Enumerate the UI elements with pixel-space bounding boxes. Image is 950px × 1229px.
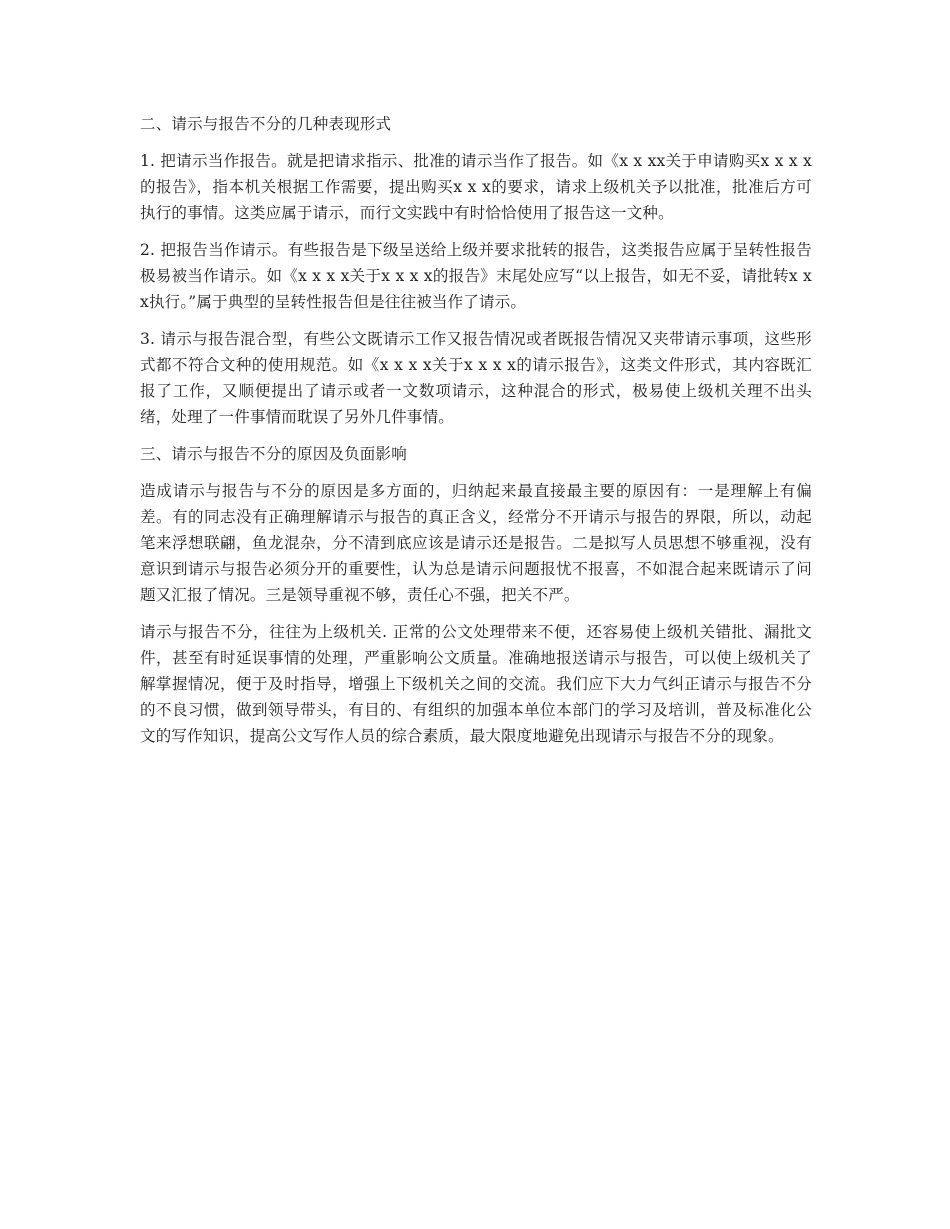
paragraph-1: 1. 把请示当作报告。就是把请求指示、批准的请示当作了报告。如《x x xx关于申请购买x x x x的报告》，指本机关根据工作需要，提出购买x x x的要求，请求上级机关予以批准，批准后方可执行的事情。这类应属于请示，而行文实践中有时恰恰使用了报告这一文种。 — [140, 152, 812, 222]
section-heading-3: 三、请示与报告不分的原因及负面影响 — [140, 445, 407, 463]
paragraph-2: 2. 把报告当作请示。有些报告是下级呈送给上级并要求批转的报告，这类报告应属于呈转性报告极易被当作请示。如《x x x x关于x x x x的报告》末尾处应写“以上报告，如无不妥，请批转x x x执行。”属于典型的呈转性报告但是往往被当作了请示。 — [140, 241, 812, 311]
section-heading-2: 二、请示与报告不分的几种表现形式 — [140, 115, 392, 133]
paragraph-3: 3. 请示与报告混合型，有些公文既请示工作又报告情况或者既报告情况又夹带请示事项，这些形式都不符合文种的使用规范。如《x x x x关于x x x x的请示报告》，这类文件形式，其内容既汇报了工作，又顺便提出了请示或者一文数项请示，这种混合的形式，极易使上级机关理不出头绪，处理了一件事情而耽误了另外几件事情。 — [140, 330, 812, 426]
paragraph-5: 请示与报告不分，往往为上级机关. 正常的公文处理带来不便，还容易使上级机关错批、漏批文件，甚至有时延误事情的处理，严重影响公文质量。准确地报送请示与报告，可以使上级机关了解掌握情况，便于及时指导，增强上下级机关之间的交流。我们应下大力气纠正请示与报告不分的不良习惯，做到领导带头，有目的、有组织的加强本单位本部门的学习及培训，普及标准化公文的写作知识，提高公文写作人员的综合素质，最大限度地避免出现请示与报告不分的现象。 — [140, 623, 812, 745]
document-page — [140, 111, 812, 760]
paragraph-4: 造成请示与报告与不分的原因是多方面的，归纳起来最直接最主要的原因有：一是理解上有偏差。有的同志没有正确理解请示与报告的真正含义，经常分不开请示与报告的界限，所以，动起笔来浮想联翩，鱼龙混杂，分不清到底应该是请示还是报告。二是拟写人员思想不够重视，没有意识到请示与报告必须分开的重要性，认为总是请示问题报忧不报喜，不如混合起来既请示了问题又汇报了情况。三是领导重视不够，责任心不强，把关不严。 — [140, 482, 812, 604]
